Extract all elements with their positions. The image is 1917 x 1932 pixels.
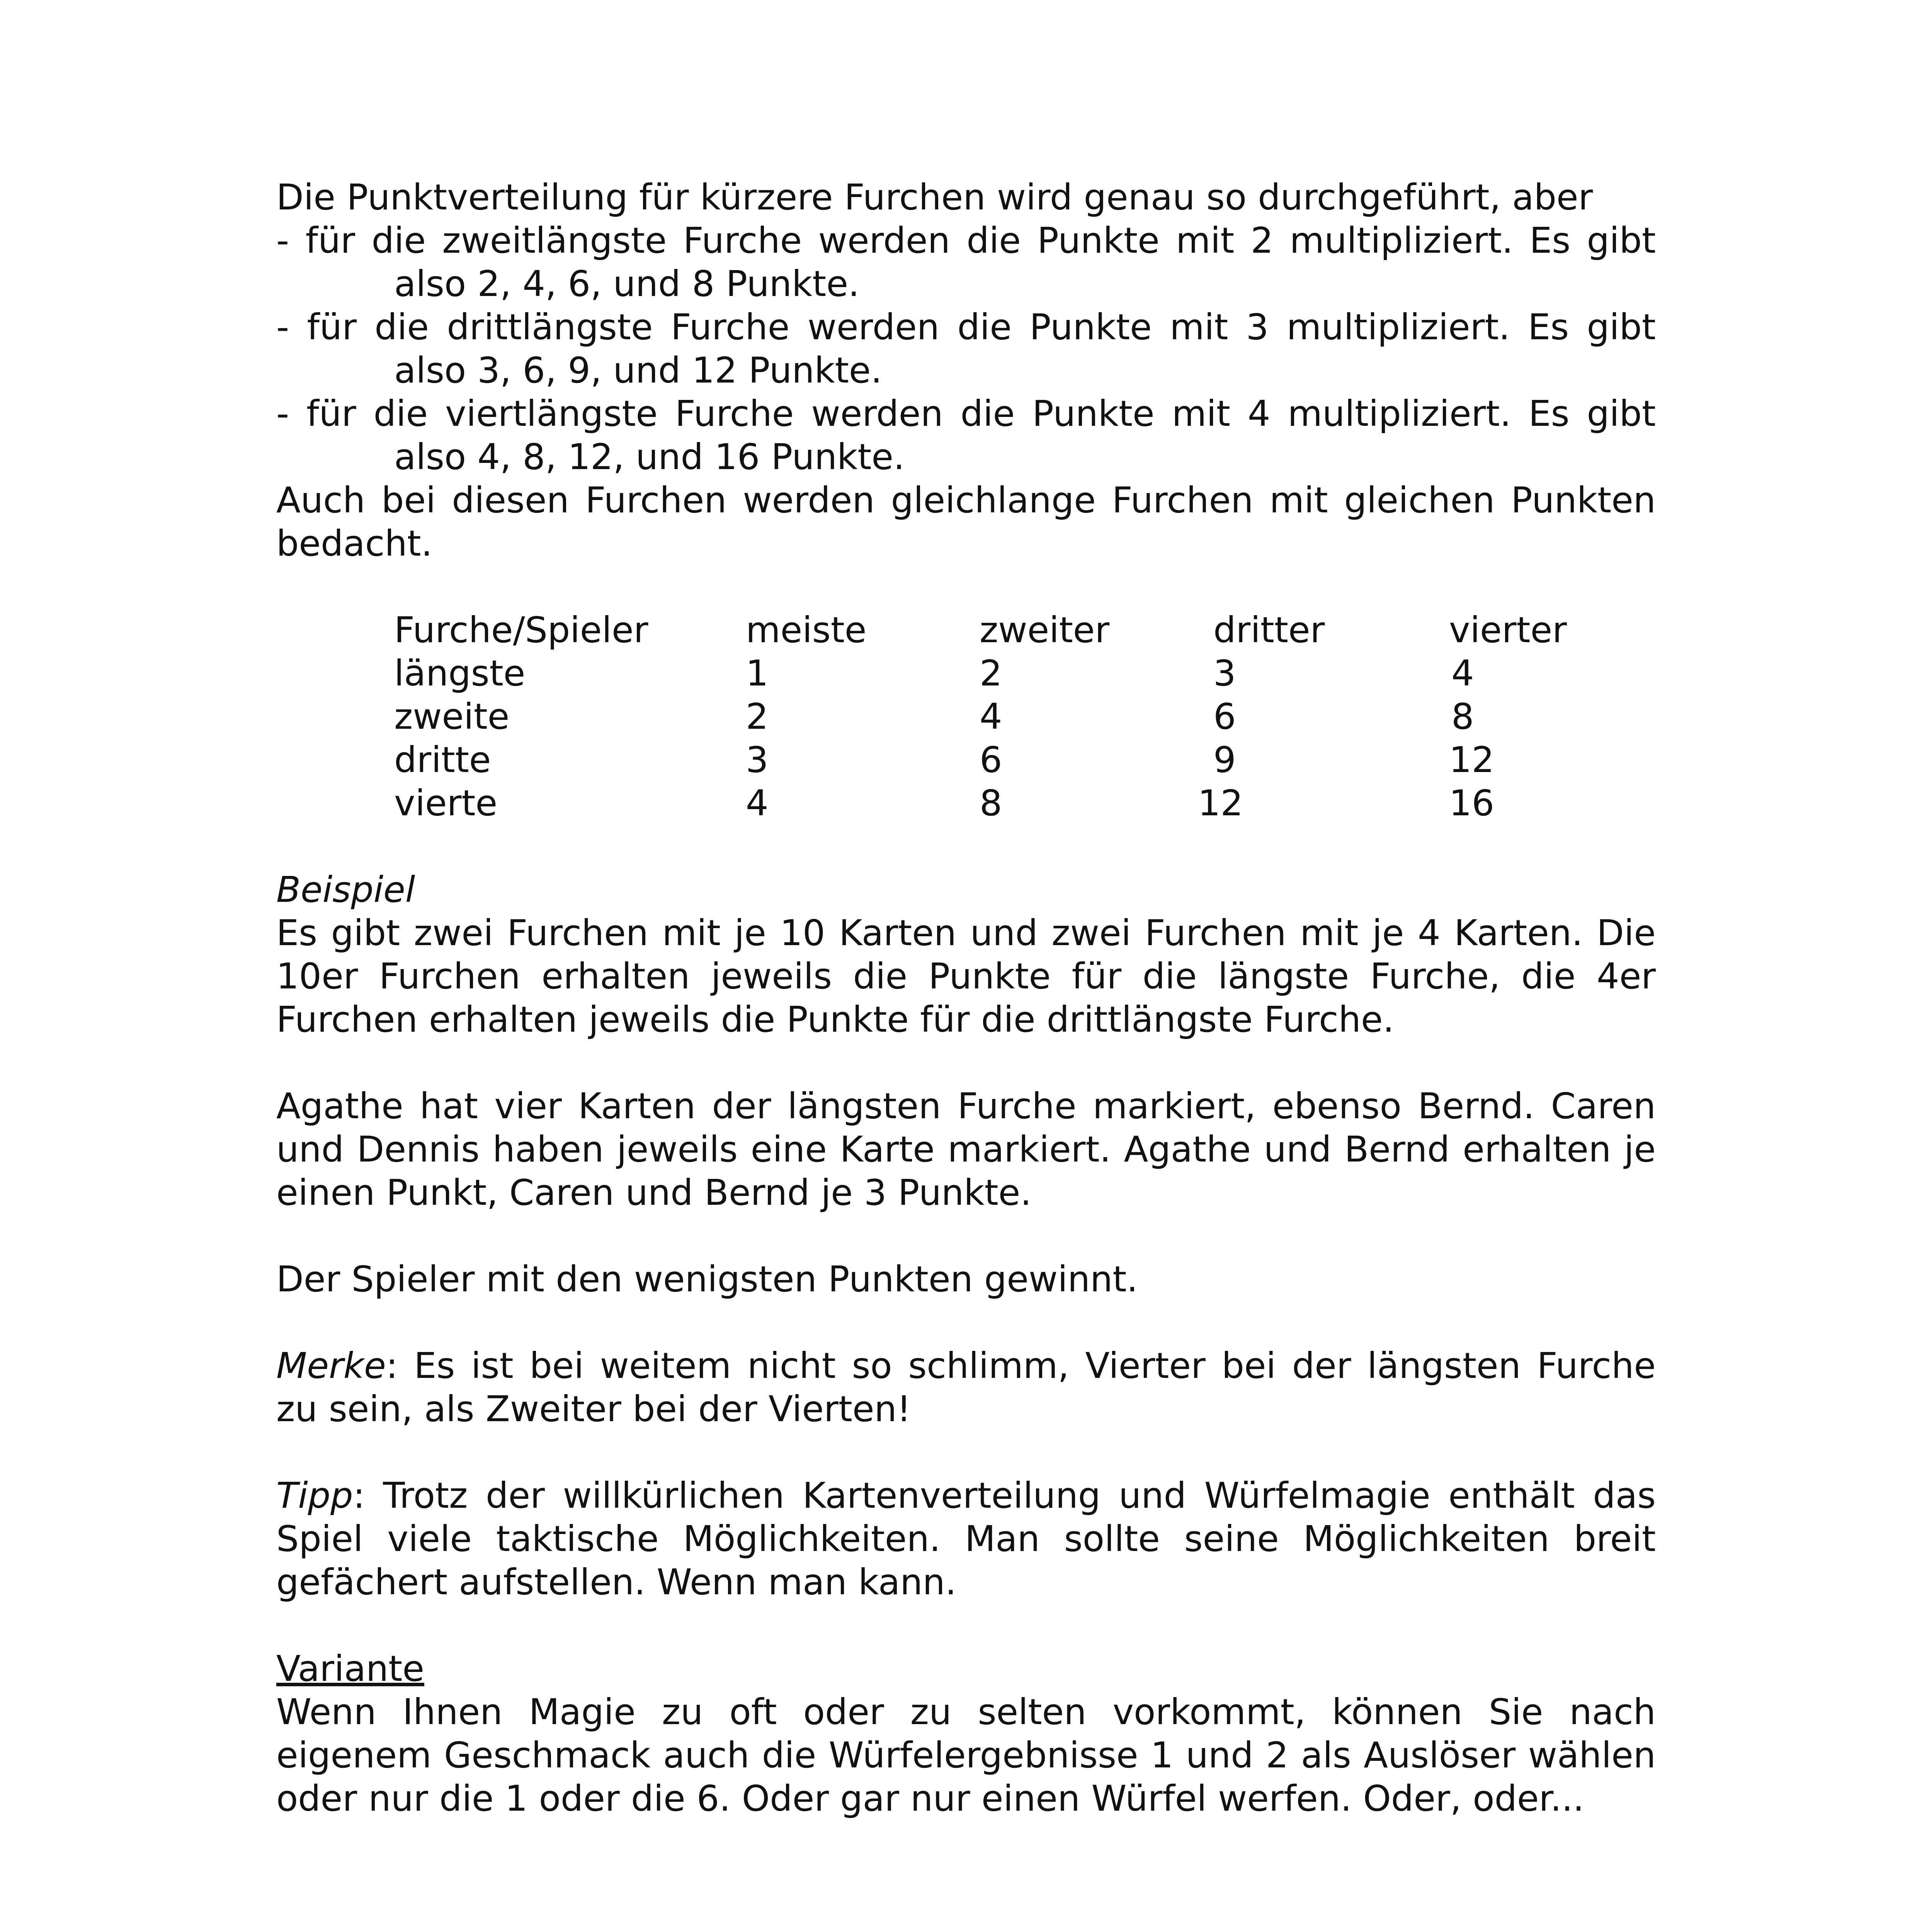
winner-line: Der Spieler mit den wenigsten Punkten gewinnt. <box>276 1259 1138 1300</box>
intro-line: Die Punktverteilung für kürzere Furchen wird genau so durchgeführt, aber <box>276 177 1593 218</box>
example-line: einen Punkt, Caren und Bernd je 3 Punkte. <box>276 1172 1032 1213</box>
tipp-label: Tipp <box>276 1475 353 1516</box>
tipp-text: : Trotz der willkürlichen Kartenverteilung und Würfelmagie enthält das <box>353 1475 1656 1516</box>
table-cell: 3 <box>1213 653 1236 694</box>
score-table <box>394 609 1606 825</box>
variante-heading: Variante <box>276 1648 424 1689</box>
example-heading: Beispiel <box>276 869 415 910</box>
merke-text: : Es ist bei weitem nicht so schlimm, Vierter bei der längsten Furche <box>386 1345 1656 1386</box>
table-row <box>394 738 1606 782</box>
variante-line: Wenn Ihnen Magie zu oft oder zu selten vorkommt, können Sie nach <box>276 1691 1656 1733</box>
example-line: Es gibt zwei Furchen mit je 10 Karten und zwei Furchen mit je 4 Karten. Die <box>276 912 1656 954</box>
table-header: meiste <box>746 609 867 651</box>
table-header: Furche/Spieler <box>394 609 648 651</box>
table-cell: 1 <box>746 653 769 694</box>
table-cell: 4 <box>980 696 1002 737</box>
bullet-line: - für die zweitlängste Furche werden die Punkte mit 2 multipliziert. Es gibt <box>276 220 1656 261</box>
table-cell: 6 <box>1213 696 1236 737</box>
example-line: und Dennis haben jeweils eine Karte markiert. Agathe und Bernd erhalten je <box>276 1129 1656 1170</box>
table-cell: vierte <box>394 782 498 824</box>
table-cell: 3 <box>746 739 769 781</box>
closing-line: Auch bei diesen Furchen werden gleichlange Furchen mit gleichen Punkten <box>276 480 1656 521</box>
tipp-line <box>276 1474 1656 1517</box>
bullet-continuation: also 2, 4, 6, und 8 Punkte. <box>394 263 860 304</box>
table-cell: 2 <box>746 696 769 737</box>
table-cell: 8 <box>1451 696 1474 737</box>
table-cell: 12 <box>1449 739 1495 781</box>
table-row <box>394 782 1606 825</box>
table-row <box>394 652 1606 695</box>
tipp-line: Spiel viele taktische Möglichkeiten. Man sollte seine Möglichkeiten breit <box>276 1518 1656 1560</box>
bullet-continuation: also 3, 6, 9, und 12 Punkte. <box>394 350 882 391</box>
table-cell: 12 <box>1198 782 1243 824</box>
variante-line: oder nur die 1 oder die 6. Oder gar nur einen Würfel werfen. Oder, oder... <box>276 1778 1584 1819</box>
variante-line: eigenem Geschmack auch die Würfelergebnisse 1 und 2 als Auslöser wählen <box>276 1735 1656 1776</box>
table-cell: 4 <box>746 782 769 824</box>
table-header: vierter <box>1449 609 1567 651</box>
table-cell: 16 <box>1449 782 1495 824</box>
example-line: Furchen erhalten jeweils die Punkte für die drittlängste Furche. <box>276 999 1394 1040</box>
table-header-row <box>394 609 1606 652</box>
merke-line <box>276 1344 1656 1388</box>
page-body <box>276 176 1656 1820</box>
table-cell: 9 <box>1213 739 1236 781</box>
tipp-line: gefächert aufstellen. Wenn man kann. <box>276 1561 957 1603</box>
table-cell: längste <box>394 653 526 694</box>
example-line: Agathe hat vier Karten der längsten Furche markiert, ebenso Bernd. Caren <box>276 1085 1656 1127</box>
table-cell: 8 <box>980 782 1002 824</box>
example-line: 10er Furchen erhalten jeweils die Punkte für die längste Furche, die 4er <box>276 956 1656 997</box>
table-cell: zweite <box>394 696 510 737</box>
closing-line: bedacht. <box>276 523 432 564</box>
table-cell: 2 <box>980 653 1002 694</box>
table-header: zweiter <box>980 609 1110 651</box>
table-row <box>394 695 1606 738</box>
bullet-line: - für die drittlängste Furche werden die Punkte mit 3 multipliziert. Es gibt <box>276 306 1656 348</box>
bullet-line: - für die viertlängste Furche werden die Punkte mit 4 multipliziert. Es gibt <box>276 393 1656 434</box>
merke-line: zu sein, als Zweiter bei der Vierten! <box>276 1388 911 1430</box>
merke-label: Merke <box>276 1345 386 1386</box>
bullet-continuation: also 4, 8, 12, und 16 Punkte. <box>394 436 905 478</box>
table-cell: dritte <box>394 739 491 781</box>
table-cell: 6 <box>980 739 1002 781</box>
table-header: dritter <box>1213 609 1325 651</box>
table-cell: 4 <box>1451 653 1474 694</box>
